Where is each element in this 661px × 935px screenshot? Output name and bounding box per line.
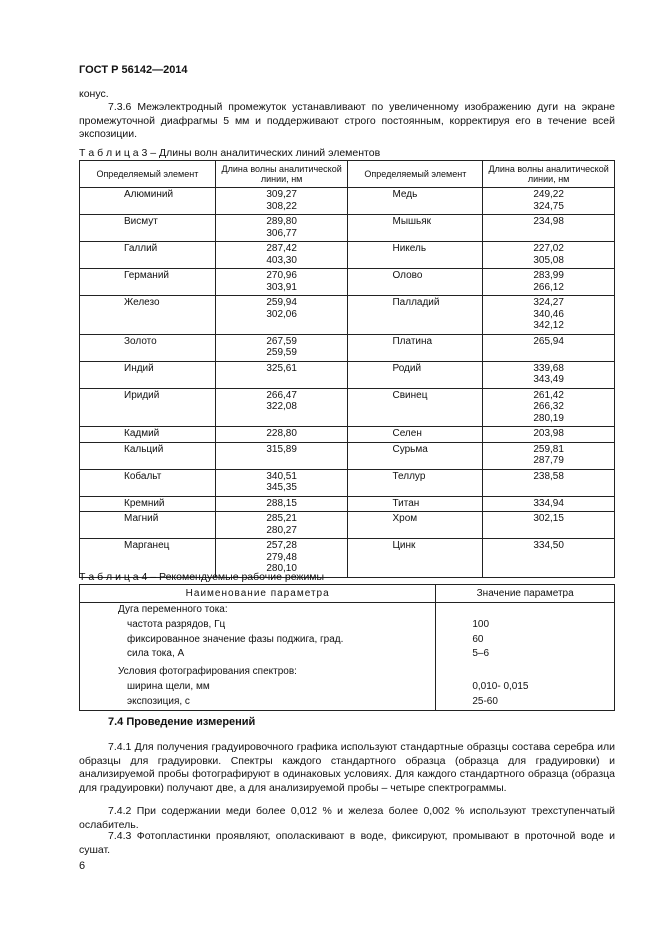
wavelength-cell	[483, 427, 615, 443]
wavelength-cell	[483, 469, 615, 496]
table-row	[80, 188, 615, 215]
table-row	[80, 269, 615, 296]
wavelength-value: 287,42	[266, 243, 297, 254]
wavelength-cell	[483, 442, 615, 469]
col-header-element: Определяемый элемент	[348, 161, 483, 188]
parameter-name: экспозиция, с	[80, 695, 436, 710]
wavelength-value: 303,91	[266, 281, 297, 293]
col-header-parameter: Наименование параметра	[80, 585, 436, 603]
element-name: Мышьяк	[348, 215, 483, 242]
table4-caption: Т а б л и ц а 4 – Рекомендуемые рабочие режимы	[79, 571, 325, 583]
wavelength-value: 249,22	[533, 189, 564, 200]
element-name: Селен	[348, 427, 483, 443]
wavelength-cell	[483, 334, 615, 361]
col-header-value: Значение параметра	[436, 585, 615, 603]
document-header: ГОСТ Р 56142—2014	[79, 64, 188, 76]
wavelength-value: 266,32	[533, 401, 564, 412]
wavelength-value: 324,75	[533, 200, 564, 212]
paragraph-7-3-6: 7.3.6 Межэлектродный промежуток устанавливают по увеличенному изображению дуги на экране промежуточной диафрагмы 5 мм и поддерживают строго постоянным, корректируя его в течение всей экспозиции.	[79, 101, 615, 140]
wavelength-value: 288,15	[266, 497, 297, 509]
parameter-name: частота разрядов, Гц	[80, 618, 436, 633]
wavelength-value: 261,42	[533, 389, 564, 401]
element-name: Олово	[348, 269, 483, 296]
element-name: Марганец	[80, 539, 216, 578]
wavelength-value: 343,49	[533, 374, 564, 385]
parameter-name: ширина щели, мм	[80, 680, 436, 695]
table-row	[80, 618, 615, 633]
table-row	[80, 633, 615, 648]
wavelength-cell	[215, 388, 348, 427]
wavelength-value: 280,19	[533, 412, 564, 424]
wavelength-value: 283,99	[533, 270, 564, 281]
wavelength-cell	[483, 361, 615, 388]
continuation-text: конус.	[79, 88, 109, 100]
wavelength-cell	[215, 296, 348, 335]
wavelength-value: 265,94	[533, 335, 564, 347]
wavelength-value: 339,68	[533, 362, 564, 374]
element-name: Родий	[348, 361, 483, 388]
table-row	[80, 215, 615, 242]
element-name: Кобальт	[80, 469, 216, 496]
wavelength-value: 270,96	[266, 270, 297, 281]
table-row	[80, 427, 615, 443]
element-name: Сурьма	[348, 442, 483, 469]
wavelength-cell	[215, 469, 348, 496]
element-name: Железо	[80, 296, 216, 335]
wavelength-table	[79, 160, 615, 578]
element-name: Теллур	[348, 469, 483, 496]
wavelength-value: 234,98	[533, 216, 564, 227]
table-row	[80, 512, 615, 539]
table-row	[80, 361, 615, 388]
wavelength-value: 285,21	[266, 513, 297, 524]
wavelength-value: 324,27	[533, 297, 564, 308]
wavelength-value: 259,59	[266, 347, 297, 358]
parameter-name: Условия фотографирования спектров:	[80, 662, 436, 680]
table-row	[80, 603, 615, 618]
page-number: 6	[79, 860, 86, 872]
element-name: Золото	[80, 334, 216, 361]
table-row	[80, 296, 615, 335]
wavelength-cell	[215, 188, 348, 215]
parameter-name: фиксированное значение фазы поджига, град.	[80, 633, 436, 648]
section-title: 7.4 Проведение измерений	[108, 716, 256, 728]
table3-caption: Т а б л и ц а 3 – Длины волн аналитических линий элементов	[79, 147, 381, 159]
wavelength-cell	[215, 442, 348, 469]
element-name: Галлий	[80, 242, 216, 269]
wavelength-value: 280,27	[266, 524, 297, 536]
operating-modes-table	[79, 584, 615, 711]
wavelength-value: 287,79	[533, 455, 564, 466]
parameter-value: 0,010- 0,015	[472, 680, 529, 692]
table-row	[80, 647, 615, 662]
wavelength-value: 302,15	[533, 513, 564, 524]
wavelength-value: 203,98	[533, 428, 564, 439]
table-row	[80, 680, 615, 695]
table-row	[80, 496, 615, 512]
wavelength-value: 322,08	[266, 401, 297, 412]
col-header-element: Определяемый элемент	[80, 161, 216, 188]
element-name: Кадмий	[80, 427, 216, 443]
wavelength-value: 308,22	[266, 200, 297, 212]
wavelength-value: 228,80	[266, 428, 297, 439]
element-name: Магний	[80, 512, 216, 539]
wavelength-value: 305,08	[533, 254, 564, 266]
parameter-value: 60	[472, 633, 484, 645]
wavelength-cell	[483, 539, 615, 578]
table-row	[80, 334, 615, 361]
wavelength-cell	[483, 215, 615, 242]
wavelength-value: 334,94	[533, 497, 564, 509]
wavelength-cell	[215, 496, 348, 512]
paragraph-7-4-2: 7.4.2 При содержании меди более 0,012 % и железа более 0,002 % используют трехступенчатый ослабитель.	[79, 805, 615, 831]
wavelength-cell	[483, 296, 615, 335]
wavelength-value: 403,30	[266, 254, 297, 266]
table-row	[80, 469, 615, 496]
wavelength-value: 289,80	[266, 216, 297, 227]
element-name: Титан	[348, 496, 483, 512]
wavelength-value: 306,77	[266, 227, 297, 239]
wavelength-value: 340,46	[533, 308, 564, 320]
wavelength-value: 342,12	[533, 320, 564, 331]
parameter-value: 100	[472, 618, 490, 630]
parameter-value	[436, 603, 615, 618]
wavelength-value: 259,94	[266, 297, 297, 308]
wavelength-value: 334,50	[533, 540, 564, 551]
element-name: Платина	[348, 334, 483, 361]
wavelength-cell	[483, 388, 615, 427]
wavelength-cell	[215, 269, 348, 296]
wavelength-value: 227,02	[533, 243, 564, 254]
element-name: Висмут	[80, 215, 216, 242]
element-name: Алюминий	[80, 188, 216, 215]
wavelength-value: 259,81	[533, 443, 564, 455]
table-row	[80, 242, 615, 269]
paragraph-7-4-3: 7.4.3 Фотопластинки проявляют, ополаскивают в воде, фиксируют, промывают в проточной воде и сушат.	[79, 830, 615, 856]
table-row	[80, 662, 615, 680]
parameter-name: сила тока, А	[80, 647, 436, 662]
wavelength-value: 345,35	[266, 482, 297, 493]
wavelength-value: 279,48	[266, 551, 297, 563]
parameter-name: Дуга переменного тока:	[80, 603, 436, 618]
element-name: Индий	[80, 361, 216, 388]
wavelength-cell	[483, 512, 615, 539]
col-header-wavelength: Длина волны аналитической линии, нм	[483, 161, 615, 188]
wavelength-value: 325,61	[266, 362, 297, 374]
table-row	[80, 388, 615, 427]
paragraph-7-4-1: 7.4.1 Для получения градуировочного графика используют стандартные образцы состава серебра или образцы для градуировки. Спектры каждого стандартного образца (образца для градуировки) и анализируемой пробы фотографируют в одинаковых условиях. Для каждого стандартного образца (образца для градуировки) получают две, а для анализируемой пробы – четыре спектрограммы.	[79, 741, 615, 794]
table-row	[80, 442, 615, 469]
wavelength-value: 280,10	[266, 563, 297, 574]
wavelength-value: 302,06	[266, 308, 297, 320]
element-name: Кальций	[80, 442, 216, 469]
element-name: Свинец	[348, 388, 483, 427]
wavelength-cell	[483, 242, 615, 269]
element-name: Цинк	[348, 539, 483, 578]
element-name: Медь	[348, 188, 483, 215]
wavelength-cell	[483, 496, 615, 512]
wavelength-cell	[215, 361, 348, 388]
wavelength-value: 267,59	[266, 335, 297, 347]
wavelength-cell	[215, 242, 348, 269]
wavelength-cell	[215, 427, 348, 443]
wavelength-value: 266,12	[533, 281, 564, 293]
wavelength-value: 309,27	[266, 189, 297, 200]
wavelength-value: 238,58	[533, 470, 564, 482]
wavelength-cell	[215, 334, 348, 361]
wavelength-value: 340,51	[266, 470, 297, 482]
wavelength-cell	[215, 215, 348, 242]
wavelength-cell	[483, 269, 615, 296]
wavelength-value: 315,89	[266, 443, 297, 455]
element-name: Никель	[348, 242, 483, 269]
element-name: Иридий	[80, 388, 216, 427]
parameter-value	[436, 662, 615, 680]
col-header-wavelength: Длина волны аналитической линии, нм	[215, 161, 348, 188]
wavelength-cell	[483, 188, 615, 215]
parameter-value: 25-60	[472, 695, 498, 707]
element-name: Германий	[80, 269, 216, 296]
element-name: Кремний	[80, 496, 216, 512]
element-name: Палладий	[348, 296, 483, 335]
wavelength-value: 257,28	[266, 540, 297, 551]
wavelength-value: 266,47	[266, 389, 297, 401]
parameter-value: 5–6	[472, 648, 490, 660]
table-row	[80, 695, 615, 710]
wavelength-cell	[215, 512, 348, 539]
element-name: Хром	[348, 512, 483, 539]
